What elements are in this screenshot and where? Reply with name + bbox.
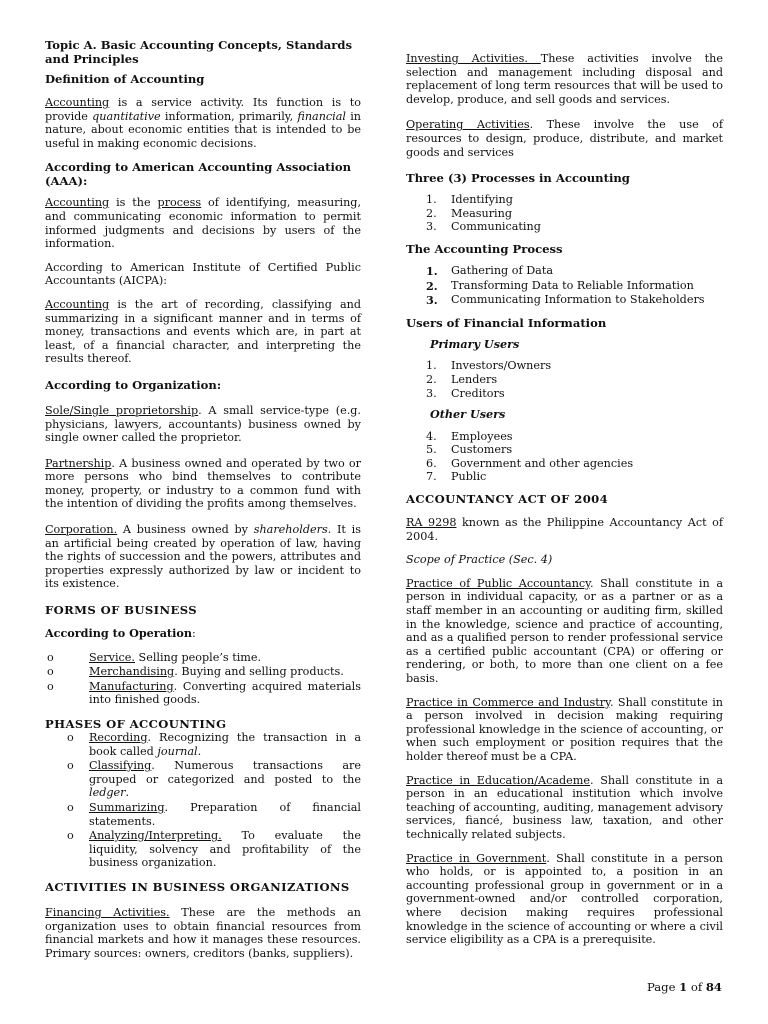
aicpa-paragraph: Accounting is the art of recording, classifying and summarizing in a significant manner and in terms of money, transactions and events which are, in part at least, of a financial character, and interpreting the results thereof. [45,297,361,366]
right-column [406,52,723,947]
list-item: 3. Creditors [426,386,505,400]
activities-heading: ACTIVITIES IN BUSINESS ORGANIZATIONS [45,879,350,894]
commerce-paragraph: Practice in Commerce and Industry. Shall constitute in a person involved in decision making requiring professional knowledge in the science of accounting, or when such employment or position requires that the holder thereof must be a CPA. [406,695,724,763]
public-accountancy-paragraph: Practice of Public Accountancy. Shall constitute in a person in individual capacity, or as a partner or as a staff member in an accounting or auditing firm, skilled in the knowledge, science and practice of accounting, and as a qualified person to render professional service as a certified public accountant (CPA) or offering or rendering, or both, to more than one client on a fee basis. [406,576,723,685]
processes-heading: Three (3) Processes in Accounting [406,171,630,186]
bullet-icon: o [67,800,74,814]
list-item: 2. Measuring [426,206,512,220]
list-item: 1. Gathering of Data [426,263,554,278]
bullet-icon: o [67,759,74,773]
phases-heading: PHASES OF ACCOUNTING [45,717,227,731]
other-users-heading: Other Users [430,407,506,422]
bullet-icon: o [67,731,74,744]
corporation-paragraph: Corporation. A business owned by shareholders. It is an artificial being created by operation of law, having the rights of succession and the powers, attributes and properties expressly authorized by law or incident to its existence. [45,523,361,591]
list-item: 3. Communicating Information to Stakeholders [426,293,705,308]
operation-heading: According to Operation: [45,626,196,641]
list-item: o Service. Selling people’s time. [47,650,262,664]
financing-paragraph: Financing Activities. These are the methods an organization uses to obtain financial resources from financial markets and how it manages these resources. Primary sources: owners, creditors (banks, suppliers). [45,905,361,960]
forms-of-business-heading: FORMS OF BUSINESS [45,603,198,618]
accounting-process-list [406,264,723,308]
primary-users-heading: Primary Users [430,336,520,351]
definition-paragraph: Accounting is a service activity. Its function is to provide quantitative information, primarily, financial in nature, about economic entities that is intended to be useful in making economic decisions. [45,96,362,150]
list-item: o Summarizing. Preparation of financial statements. [67,800,361,828]
left-column [45,38,361,960]
list-item: 1. Identifying [426,193,513,207]
organization-heading: According to Organization: [45,377,222,392]
primary-users-list [406,359,723,400]
ra-paragraph: RA 9298 known as the Philippine Accountancy Act of 2004. [406,516,723,543]
bullet-icon: o [47,665,54,679]
scope-heading: Scope of Practice (Sec. 4) [406,553,553,567]
list-item: o Analyzing/Interpreting. To evaluate the liquidity, solvency and profitability of the business organization. [67,829,361,870]
users-heading: Users of Financial Information [406,315,607,330]
list-item: 3. Communicating [426,220,541,234]
bullet-icon: o [47,679,54,693]
list-item: 2. Transforming Data to Reliable Information [426,278,694,293]
bullet-icon: o [47,650,54,664]
list-item: 2. Lenders [426,372,498,386]
processes-list [406,193,723,234]
partnership-paragraph: Partnership. A business owned and operated by two or more persons who bind themselves to contribute money, property, or industry to a common fund with the intention of dividing the profits among themselves. [45,456,361,511]
list-item: 7. Public [426,470,487,484]
list-item: 1. Investors/Owners [426,359,552,373]
accounting-process-heading: The Accounting Process [406,241,563,256]
education-paragraph: Practice in Education/Academe. Shall constitute in a person in an educational institution which involve teaching of accounting, auditing, management advisory services, fiancé, business law, taxation, and other technically related subjects. [406,773,723,841]
investing-paragraph: Investing Activities. These activities involve the selection and management including disposal and replacement of long term resources that will be used to develop, produce, and sell goods and services. [406,52,723,106]
list-item: 6. Government and other agencies [426,456,634,470]
accountancy-act-heading: ACCOUNTANCY ACT OF 2004 [406,492,609,507]
definition-heading: Definition of Accounting [45,72,205,86]
aaa-paragraph: Accounting is the process of identifying, measuring, and communicating economic information to permit informed judgments and decisions by users of the information. [45,196,362,251]
other-users-list [406,430,723,484]
aicpa-heading: According to American Institute of Certified Public Accountants (AICPA): [45,260,361,288]
list-item: 4. Employees [426,429,513,443]
bullet-icon: o [67,829,74,843]
list-item: o Classifying. Numerous transactions are grouped or categorized and posted to the ledger. [67,759,361,800]
phases-list [45,731,361,870]
list-item: 5. Customers [426,443,513,457]
list-item: o Manufacturing. Converting acquired materials into finished goods. [47,679,361,707]
list-item: o Merchandising. Buying and selling products. [47,665,344,679]
operation-list [45,651,361,707]
operating-paragraph: Operating Activities. These involve the use of resources to design, produce, distribute, and market goods and services [406,118,723,159]
page-number: Page 1 of 84 [646,980,722,994]
topic-title: Topic A. Basic Accounting Concepts, Standards and Principles [45,38,352,66]
aaa-heading: According to American Accounting Association (AAA): [45,160,352,189]
government-paragraph: Practice in Government. Shall constitute in a person who holds, or is appointed to, a position in an accounting professional group in government or in a government-owned and/or controlled corporation, where decision making requires professional knowledge in the science of accounting or where a civil service eligibility as a CPA is a prerequisite. [406,851,724,947]
list-item: o Recording. Recognizing the transaction in a book called journal. [67,731,361,758]
sole-proprietorship-paragraph: Sole/Single proprietorship. A small service-type (e.g. physicians, lawyers, accountants) business owned by single owner called the proprietor. [45,403,361,445]
